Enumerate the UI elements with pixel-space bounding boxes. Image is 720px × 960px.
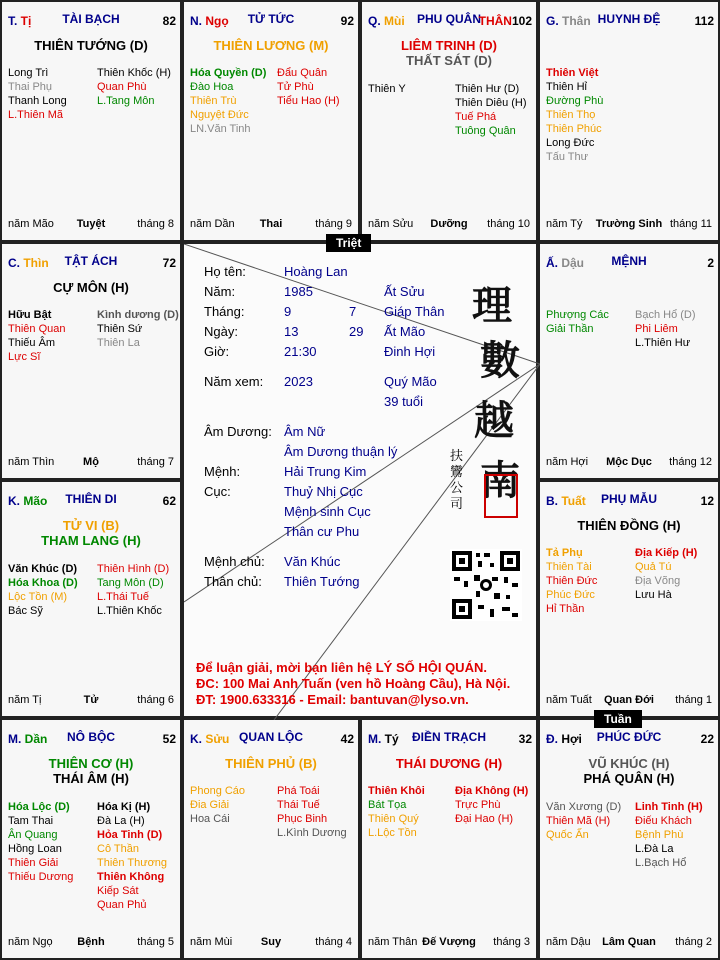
footer-stage: Trường Sinh [595,218,663,230]
footer-month: tháng 3 [493,936,530,948]
footer-stage: Thai [259,218,283,230]
branch-stem: K. [8,494,24,508]
branch-name: Thân [562,14,591,28]
minor-star: Thiên Việt [546,67,599,79]
palace-number: 112 [694,14,714,28]
hour-canchi: Đinh Hợi [384,344,436,359]
minor-stars-left [8,308,65,364]
branch-name: Sửu [205,732,230,746]
minor-stars-left [8,66,67,122]
center-info-panel [182,242,538,718]
palace-number: 72 [162,256,176,270]
minor-star: Thiên Hư (D) [455,83,520,95]
minor-stars-left [8,800,73,884]
branch-name: Thìn [23,256,49,270]
minor-star: Quả Tú [635,561,672,573]
minor-star: Kiếp Sát [97,885,139,897]
minor-star: Bác Sỹ [8,605,43,617]
minor-stars-right [97,66,171,108]
minor-star: Thiên Phúc [546,123,602,135]
minor-star: Quốc Ấn [546,829,589,841]
palace-cell-dan [0,718,182,960]
footer-month: tháng 1 [675,694,712,706]
minor-star: Phong Cáo [190,785,246,797]
branch-stem: Đ. [546,732,562,746]
main-stars [2,38,180,53]
minor-stars-right [97,308,179,350]
main-star: THÁI DƯƠNG (H) [395,756,503,771]
footer-month: tháng 4 [315,936,352,948]
year-label: Năm: [204,284,236,299]
footer-stage: Mộc Dục [606,456,652,468]
minor-star: Thiên Thọ [546,109,596,121]
footer-stage: Tử [83,694,99,706]
palace-number: 82 [162,14,176,28]
minor-star: Trực Phù [455,799,501,811]
main-stars [184,38,358,53]
footer-year: năm Mùi [190,936,233,948]
minor-star: Quan Phủ [97,899,147,911]
minor-stars-right [455,82,527,138]
palace-number: 52 [162,732,176,746]
minor-stars-right [635,546,697,602]
palace-name: PHỤ MẪU [601,492,657,506]
minor-star: Thiên Quan [8,323,66,335]
palace-footer [546,694,712,708]
main-stars [540,756,718,786]
palace-footer [8,694,174,708]
footer-month: tháng 9 [315,218,352,230]
main-star: THIÊN TƯỚNG (D) [34,38,148,53]
main-stars [540,518,718,533]
minor-star: Lực Sĩ [8,351,41,363]
footer-year: năm Tị [8,694,42,706]
minor-star: Thiên Khốc (H) [97,67,171,79]
triet-marker: Triệt [326,234,371,252]
palace-cell-than [538,0,720,242]
palace-footer [190,936,352,950]
palace-number: 2 [707,256,714,270]
day-value: 13 [284,324,299,339]
footer-year: năm Hợi [546,456,589,468]
cuc-label: Cục: [204,484,231,499]
minor-stars-left [546,800,621,842]
main-stars [184,756,358,771]
minor-star: Đia Giải [190,799,230,811]
minor-stars-right [635,308,696,350]
destiny-lord-label: Mệnh chủ: [204,554,265,569]
minor-star: Hỉ Thần [546,603,585,615]
minor-star: L.Lộc Tồn [368,827,417,839]
minor-star: Thai Phụ [8,81,53,93]
branch-stem: B. [546,494,562,508]
yinyang-note: Âm Dương thuận lý [284,444,398,459]
minor-star: Văn Khúc (D) [8,563,78,575]
main-star: THIÊN PHỦ (B) [225,756,317,771]
footer-year: năm Dậu [546,936,591,948]
minor-star: Giải Thần [546,323,594,335]
footer-year: năm Ngọ [8,936,53,948]
main-star: PHÁ QUÂN (H) [583,771,675,786]
minor-star: Tuông Quân [455,125,516,137]
minor-star: Hữu Bật [8,309,52,321]
minor-star: Thiên Tài [546,561,592,573]
footer-stage: Suy [260,936,282,948]
qr-code [450,549,522,621]
year-value: 1985 [284,284,313,299]
minor-star: Quan Phù [97,81,147,93]
palace-cell-ti [0,0,182,242]
month-label: Tháng: [204,304,245,319]
minor-star: Đào Hoa [190,81,234,93]
footer-year: năm Thân [368,936,418,948]
palace-name: TẬT ÁCH [64,254,118,268]
footer-year: năm Dần [190,218,235,230]
palace-name: PHU QUÂN [416,12,481,26]
palace-footer [8,218,174,232]
minor-star: Hoa Cái [190,813,230,825]
minor-star: Tang Môn (D) [97,577,164,589]
main-star: THAM LANG (H) [41,533,141,548]
branch-name: Dần [24,732,48,746]
palace-cell-mao [0,480,182,718]
branch-stem: T. [8,14,21,28]
minor-star: Đại Hao (H) [455,813,514,825]
minor-star: Hóa Quyền (D) [190,67,267,79]
main-star: TỬ VI (B) [62,518,120,533]
minor-star: Địa Không (H) [455,785,529,797]
minor-star: Ân Quang [8,829,58,841]
body-lord-value: Thiên Tướng [284,574,360,589]
minor-star: Long Đức [546,137,595,149]
minor-stars-left [190,66,266,136]
palace-number: 32 [518,732,532,746]
minor-star: Thiên Sứ [97,323,143,335]
main-star: THẤT SÁT (D) [406,53,492,68]
branch-name: Dậu [561,256,585,270]
main-star: LIÊM TRINH (D) [400,38,498,53]
palace-number: 92 [340,14,354,28]
red-seal [484,474,518,518]
minor-star: L.Thái Tuế [97,591,149,603]
footer-stage: Lâm Quan [602,936,656,948]
calligraphy-char-3: 越 [474,397,514,444]
month-lunar: 7 [349,304,357,319]
minor-star: Thiên Y [368,83,406,95]
contact-line-1: Để luận giải, mời bạn liên hệ LÝ SỐ HỘI QUÁN. [196,660,487,675]
footer-month: tháng 12 [669,456,712,468]
minor-stars-left [190,784,245,826]
palace-cell-thin [0,242,182,480]
footer-month: tháng 5 [137,936,174,948]
main-stars [2,280,180,295]
minor-star: Phi Liêm [635,323,678,335]
minor-star: Thiên Diêu (H) [455,97,527,109]
footer-stage: Tuyệt [76,218,106,230]
branch-name: Tuất [561,494,586,508]
minor-stars-right [455,784,528,826]
footer-year: năm Tý [546,218,583,230]
minor-stars-right [277,784,347,840]
branch-stem: M. [8,732,25,746]
main-star: THÁI ÂM (H) [53,771,129,786]
minor-star: Thiên Mã (H) [546,815,611,827]
minor-star: Linh Tinh (H) [635,801,703,813]
day-lunar: 29 [349,324,364,339]
footer-month: tháng 6 [137,694,174,706]
palace-name: HUYNH ĐỆ [597,12,661,26]
contact-address: ĐC: 100 Mai Anh Tuấn (ven hồ Hoàng Cầu), Hà Nội. [196,676,511,691]
branch-stem: Q. [368,14,385,28]
minor-star: Bệnh Phù [635,829,684,841]
minor-star: Phá Toái [277,785,320,797]
branch-name: Hợi [561,732,582,746]
month-canchi: Giáp Thân [384,304,445,319]
footer-stage: Dưỡng [430,218,468,230]
palace-footer [8,456,174,470]
view-year-label: Năm xem: [204,374,264,389]
branch-stem: K. [190,732,206,746]
main-stars [362,38,536,68]
body-marker: THÂN [478,14,512,28]
footer-stage: Đế Vượng [422,936,476,948]
body-lord-label: Thân chủ: [204,574,262,589]
palace-cell-mui [360,0,538,242]
destiny-label: Mệnh: [204,464,241,479]
branch-stem: C. [8,256,24,270]
view-year-canchi: Quý Mão [384,374,437,389]
minor-star: Thiên La [97,337,140,349]
palace-name: TỬ TỨC [247,12,295,26]
minor-star: Phục Binh [277,813,328,825]
minor-star: L.Thiên Hư [635,337,691,349]
minor-star: Thiên Không [97,871,165,883]
branch-stem: Ấ. [546,256,562,270]
minor-star: Thiên Khôi [368,785,425,797]
palace-age: 102 [511,14,532,28]
footer-stage: Quan Đới [604,694,654,706]
minor-star: Bạch Hổ (D) [635,309,696,321]
hour-label: Giờ: [204,344,230,359]
calligraphy-char-1: 理 [472,282,512,329]
minor-star: L.Tang Môn [97,95,155,107]
footer-month: tháng 8 [137,218,174,230]
minor-star: Bát Tọa [368,799,407,811]
minor-star: L.Bạch Hổ [635,857,687,869]
minor-star: Lưu Hà [635,589,672,601]
minor-star: Hóa Kị (H) [97,801,151,813]
minor-star: Địa Võng [635,575,681,587]
footer-month: tháng 11 [669,218,712,230]
yinyang-value: Âm Nữ [284,424,326,439]
yinyang-label: Âm Dương: [204,424,272,439]
branch-stem: N. [190,14,206,28]
palace-footer [546,456,712,470]
year-canchi: Ất Sửu [384,284,425,299]
branch-name: Tị [20,14,32,28]
palace-name: ĐIỀN TRẠCH [412,730,486,744]
minor-star: Phượng Các [546,309,609,321]
minor-star: Địa Kiếp (H) [635,547,698,559]
cuc-note: Mệnh sinh Cục [284,504,371,519]
footer-month: tháng 7 [137,456,174,468]
main-star: THIÊN CƠ (H) [48,756,134,771]
palace-name: QUAN LỘC [239,730,303,744]
palace-name: MỆNH [611,254,647,268]
minor-stars-left [546,546,597,616]
minor-star: Thiên Đức [546,575,598,587]
minor-star: Tử Phù [277,81,314,93]
footer-stage: Mộ [83,456,99,468]
branch-stem: M. [368,732,385,746]
branch-name: Mùi [384,14,405,28]
palace-cell-tuat [538,480,720,718]
minor-star: L.Thiên Mã [8,109,64,121]
palace-footer [546,936,712,950]
palace-cell-ngo [182,0,360,242]
minor-stars-right [635,800,703,870]
main-stars [2,518,180,548]
minor-stars-right [277,66,340,108]
minor-star: Tuế Phá [455,111,497,123]
main-star: CỰ MÔN (H) [53,280,129,295]
destiny-lord-value: Văn Khúc [284,554,341,569]
palace-name: PHÚC ĐỨC [596,730,662,744]
minor-star: Thiên Hỉ [546,81,587,93]
footer-year: năm Sửu [368,218,414,230]
destiny-value: Hải Trung Kim [284,464,367,479]
main-stars [2,756,180,786]
minor-star: Cô Thần [97,843,139,855]
minor-stars-left [8,562,78,618]
minor-star: L.Đà La [635,843,674,855]
minor-star: Kình dương (D) [97,309,179,321]
minor-star: L.Thiên Khốc [97,605,162,617]
palace-cell-ty [360,718,538,960]
minor-star: Đường Phù [546,95,604,107]
minor-star: Thiếu Âm [8,337,56,349]
footer-year: năm Tuất [546,694,592,706]
palace-cell-suu [182,718,360,960]
minor-star: Tiểu Hao (H) [277,95,340,107]
branch-name: Mão [23,494,48,508]
palace-footer [8,936,174,950]
main-star: THIÊN LƯƠNG (M) [213,38,329,53]
view-year-value: 2023 [284,374,313,389]
minor-star: Long Trì [8,67,49,79]
palace-name: NÔ BỘC [67,730,115,744]
minor-stars-right [97,562,169,618]
palace-number: 22 [700,732,714,746]
palace-cell-hoi [538,718,720,960]
minor-stars-left [368,82,406,96]
palace-footer [368,936,530,950]
footer-month: tháng 2 [675,936,712,948]
month-value: 9 [284,304,292,319]
tuan-marker: Tuần [594,710,642,728]
name-value: Hoàng Lan [284,264,348,279]
main-star: THIÊN ĐỒNG (H) [577,518,681,533]
palace-number: 12 [700,494,714,508]
palace-footer [190,218,352,232]
minor-star: Thiếu Dương [8,871,74,883]
minor-star: Nguyệt Đức [190,109,249,121]
body-location: Thân cư Phu [284,524,360,539]
minor-star: L.Kình Dương [277,827,347,839]
minor-star: Thiên Thương [97,857,168,869]
palace-number: 62 [162,494,176,508]
minor-star: Đẩu Quân [277,67,328,79]
branch-stem: G. [546,14,563,28]
minor-star: Tấu Thư [546,151,589,163]
minor-star: Hóa Lộc (D) [8,801,70,813]
minor-star: Thanh Long [8,95,67,107]
minor-star: Thiên Trù [190,95,237,107]
palace-number [479,14,532,28]
footer-month: tháng 10 [487,218,530,230]
minor-star: Phúc Đức [546,589,595,601]
calligraphy-char-4: 南 [480,457,520,504]
minor-star: Hóa Khoa (D) [8,577,78,589]
minor-star: Lộc Tồn (M) [8,591,68,603]
minor-stars-left [546,66,603,164]
minor-star: Điếu Khách [635,815,692,827]
contact-phone-email: ĐT: 1900.633316 - Email: bantuvan@lyso.vn. [196,692,469,707]
footer-year: năm Thìn [8,456,55,468]
footer-stage: Bệnh [77,936,105,948]
main-star: VŨ KHÚC (H) [588,756,670,771]
palace-name: THIÊN DI [65,492,117,506]
minor-stars-right [97,800,167,912]
day-label: Ngày: [204,324,238,339]
minor-star: Văn Xương (D) [546,801,622,813]
minor-star: Tả Phụ [546,547,583,559]
footer-year: năm Mão [8,218,54,230]
seal-text: 扶鸞公司 [450,449,464,512]
cuc-value: Thuỷ Nhị Cục [284,484,363,499]
palace-name: TÀI BẠCH [62,12,120,26]
minor-star: Đà La (H) [97,815,145,827]
minor-star: Thiên Hình (D) [97,563,170,575]
name-label: Họ tên: [204,264,246,279]
minor-star: Tam Thai [8,815,54,827]
minor-star: Thiên Giải [8,857,59,869]
minor-star: Thiên Quý [368,813,419,825]
branch-name: Tý [384,732,399,746]
palace-number: 42 [340,732,354,746]
minor-stars-left [368,784,425,840]
minor-star: LN.Văn Tinh [190,123,251,135]
palace-footer [368,218,530,232]
age-value: 39 tuổi [384,394,424,409]
hour-value: 21:30 [284,344,317,359]
calligraphy-char-2: 數 [480,337,520,384]
branch-name: Ngọ [205,14,229,28]
day-canchi: Ất Mão [384,324,426,339]
palace-cell-dau [538,242,720,480]
main-stars [362,756,536,771]
minor-star: Hỏa Tinh (D) [97,829,163,841]
minor-stars-left [546,308,609,336]
palace-footer [546,218,712,232]
minor-star: Hồng Loan [8,843,62,855]
minor-star: Thái Tuế [277,799,320,811]
